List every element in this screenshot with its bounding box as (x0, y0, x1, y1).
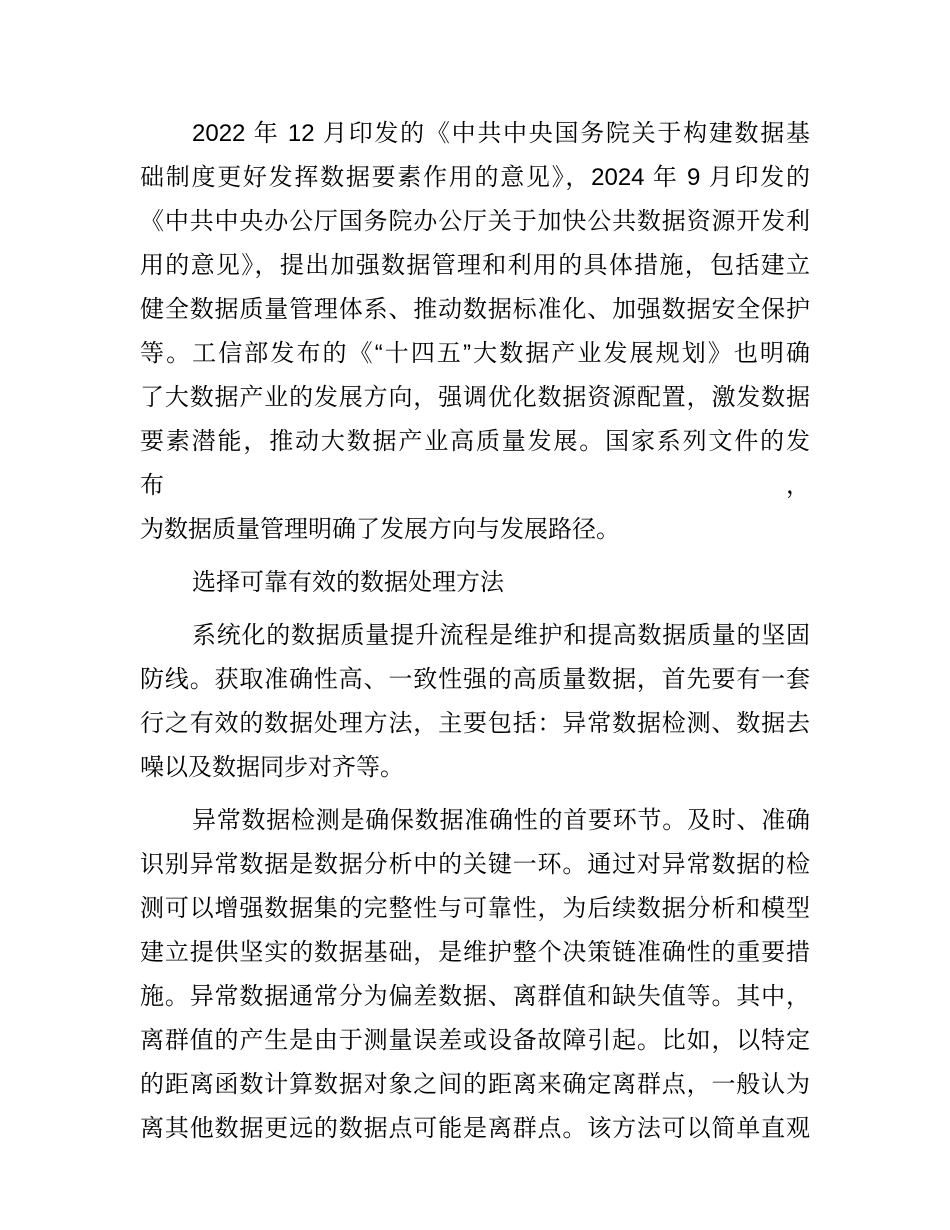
body-paragraph (140, 799, 810, 1151)
text-line: 系统化的数据质量提升流程是维护和提高数据质量的坚固 (192, 622, 810, 649)
text-line: 健全数据质量管理体系、推动数据标准化、加强数据安全保护 (140, 296, 810, 323)
text-line: 为数据质量管理明确了发展方向与发展路径。 (140, 516, 620, 543)
body-paragraph (140, 112, 810, 552)
text-line: 异常数据检测是确保数据准确性的首要环节。及时、准确 (192, 807, 810, 834)
text-line: 测可以增强数据集的完整性与可靠性，为后续数据分析和模型 (140, 895, 810, 922)
text-line: 用的意见》，提出加强数据管理和利用的具体措施，包括建立 (140, 252, 810, 279)
text-line: 要素潜能，推动大数据产业高质量发展。国家系列文件的发布， (140, 428, 810, 499)
body-paragraph (140, 614, 810, 790)
text-line: 离其他数据更远的数据点可能是离群点。该方法可以简单直观 (140, 1115, 810, 1142)
text-line: 离群值的产生是由于测量误差或设备故障引起。比如，以特定 (140, 1027, 810, 1054)
text-line: 识别异常数据是数据分析中的关键一环。通过对异常数据的检 (140, 851, 810, 878)
section-heading (140, 561, 810, 605)
text-line: 础制度更好发挥数据要素作用的意见》，2024 年 9 月印发的 (140, 164, 810, 191)
text-line: 等。工信部发布的《“十四五”大数据产业发展规划》也明确 (140, 340, 810, 367)
text-line: 建立提供坚实的数据基础，是维护整个决策链准确性的重要措 (140, 939, 810, 966)
text-line: 行之有效的数据处理方法，主要包括：异常数据检测、数据去 (140, 710, 810, 737)
text-line: 噪以及数据同步对齐等。 (140, 754, 404, 781)
text-line: 的距离函数计算数据对象之间的距离来确定离群点，一般认为 (140, 1071, 810, 1098)
text-line: 施。异常数据通常分为偏差数据、离群值和缺失值等。其中， (140, 983, 810, 1010)
text-line: 防线。获取准确性高、一致性强的高质量数据，首先要有一套 (140, 666, 810, 693)
text-line: 选择可靠有效的数据处理方法 (192, 569, 504, 596)
text-line: 了大数据产业的发展方向，强调优化数据资源配置，激发数据 (140, 384, 810, 411)
text-line: 《中共中央办公厅国务院办公厅关于加快公共数据资源开发利 (140, 208, 810, 235)
text-line: 2022 年 12 月印发的《中共中央国务院关于构建数据基 (192, 120, 810, 147)
